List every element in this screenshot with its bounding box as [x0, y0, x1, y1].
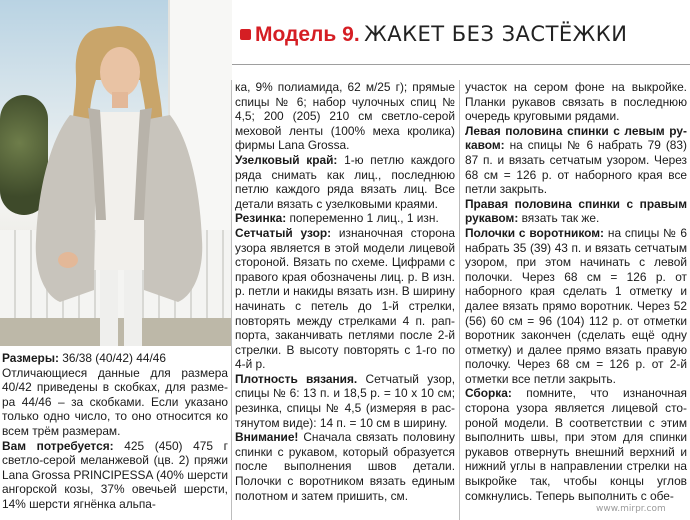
column-divider — [231, 80, 232, 520]
model-figure — [30, 20, 205, 346]
rib-label: Резинка: — [235, 211, 287, 226]
assembly-paragraph — [465, 386, 687, 503]
rib-text: попеременно 1 лиц., 1 изн. — [286, 211, 439, 226]
fronts-paragraph — [465, 226, 687, 387]
materials-text: 425 (450) 475 г светло-серой меланжевой (цв. 2) пряжи Lana Grossa PRINCIPESSA (40% шерсти ангорской козы, 37% овечьей шерсти, 14% шерсти ягнёнка альпа- — [2, 438, 228, 511]
right-back-text: вязать так же. — [518, 211, 600, 226]
sizes-note: Отличающиеся данные для размера 40/42 приведены в скобках, для размера 44/46 – за скобками. Если указано только одно число, то оно относится ко всем трём размерам. — [2, 365, 228, 438]
column-divider-2 — [459, 80, 460, 520]
watermark: www.mirpr.com — [596, 504, 666, 514]
right-back-paragraph — [465, 197, 687, 226]
sizes-paragraph — [2, 351, 228, 366]
assembly-label: Сборка: — [465, 386, 512, 401]
gauge-paragraph — [235, 372, 455, 430]
left-back-paragraph — [465, 124, 687, 197]
attention-text: Сначала связать половину спинки с рукавом, который образуется после выполнения швов детали. Полочки с воротником вязать единым полотном и затем пришить, см. — [235, 430, 455, 503]
edge-paragraph — [235, 153, 455, 211]
mesh-label: Сетчатый узор: — [235, 225, 332, 240]
materials-label: Вам потребуется: — [2, 438, 114, 453]
title-divider — [232, 64, 690, 65]
attention-paragraph — [235, 430, 455, 503]
fronts-text: на спицы № 6 набрать 35 (39) 43 п. и вязать сетчатым узором, при этом начинать с левой полочки. Через 68 см = 126 р. от наборного края сделать 1 отметку и далее вязать прямо воротник. Через 52 (56) 60 см = 96 (104) 112 р. от отметки воротник закончен (сделать ещё одну отметку) и далее прямо вязать правую полочку. Через 68 см = 126 р. от 2-й отметки все петли закрыть. — [465, 225, 687, 386]
rib-paragraph — [235, 211, 455, 226]
materials-paragraph — [2, 439, 228, 512]
attention-continued-a: участок на сером фоне на выкройке. — [465, 80, 687, 94]
attention-continued — [465, 80, 687, 124]
column-1 — [2, 351, 228, 512]
page-title — [240, 22, 627, 47]
edge-label: Узелковый край: — [235, 152, 338, 167]
edge-text: 1-ю петлю каждого ряда снимать как лиц., последнюю петлю каждого ряда вязать лиц. Все детали вязать с узелковыми краями. — [235, 152, 455, 211]
fronts-label: Полочки с воротником: — [465, 225, 605, 240]
column-2 — [235, 80, 455, 503]
materials-continued: ка, 9% полиамида, 62 м/25 г); прямые спицы № 6; набор чулочных спиц № 4,5; 200 (205) 210 см светло-серой меховой ленты (100% меха кролика) фирмы Lana Grossa. — [235, 80, 455, 153]
attention-continued-b: Планки рукавов связать в последнюю очередь круговыми рядами. — [465, 94, 687, 124]
left-back-label: Левая половина спинки с левым рукавом: — [465, 123, 687, 153]
assembly-text: помните, что изнаночная сторона узора является лицевой стороной модели. В соответствии с этим выполнить швы, при этом для спинки рукавов отвернуть внешний верхний и нижний углы в направлении стрелки на выкройке так, чтобы концы углов сомкнулись. Теперь выполнить с обе- — [465, 386, 687, 503]
title-bullet-icon — [240, 29, 251, 40]
sizes-text: 36/38 (40/42) 44/46 — [58, 351, 167, 365]
mesh-paragraph — [235, 226, 455, 372]
gauge-text: Сетчатый узор, спицы № 6: 13 п. и 18,5 р. = 10 х 10 см; резинка, спицы № 4,5 (измеряя в растянутом виде): 14 п. = 10 см в ширину. — [235, 371, 455, 430]
mesh-text: изнаночная сторона узора является в этой модели лицевой стороной. Вязать по схеме. Цифрами с правого края обозначены лиц. р. В изн. р. петли и накиды вязать изн. В ширину начинать с петель до 1-й стрелки, повторять между стрелками 4 п. раппорта, заканчивать петлями после 2-й стрелки. В высоту повторять с 1-го по 4-й р. — [235, 225, 456, 372]
column-3 — [465, 80, 687, 503]
model-photo — [0, 0, 232, 346]
model-name: ЖАКЕТ БЕЗ ЗАСТЁЖКИ — [364, 22, 628, 46]
model-number: Модель 9. — [255, 23, 360, 46]
gauge-label: Плотность вязания. — [235, 371, 358, 386]
left-back-text: на спицы № 6 набрать 79 (83) 87 п. и вязать сетчатым узором. Через 68 см = 126 р. от наборного края все петли закрыть. — [465, 138, 687, 197]
sizes-label: Размеры: — [2, 351, 59, 365]
right-back-label: Правая половина спинки с правым рукавом: — [465, 196, 687, 226]
attention-label: Внимание! — [235, 430, 299, 445]
